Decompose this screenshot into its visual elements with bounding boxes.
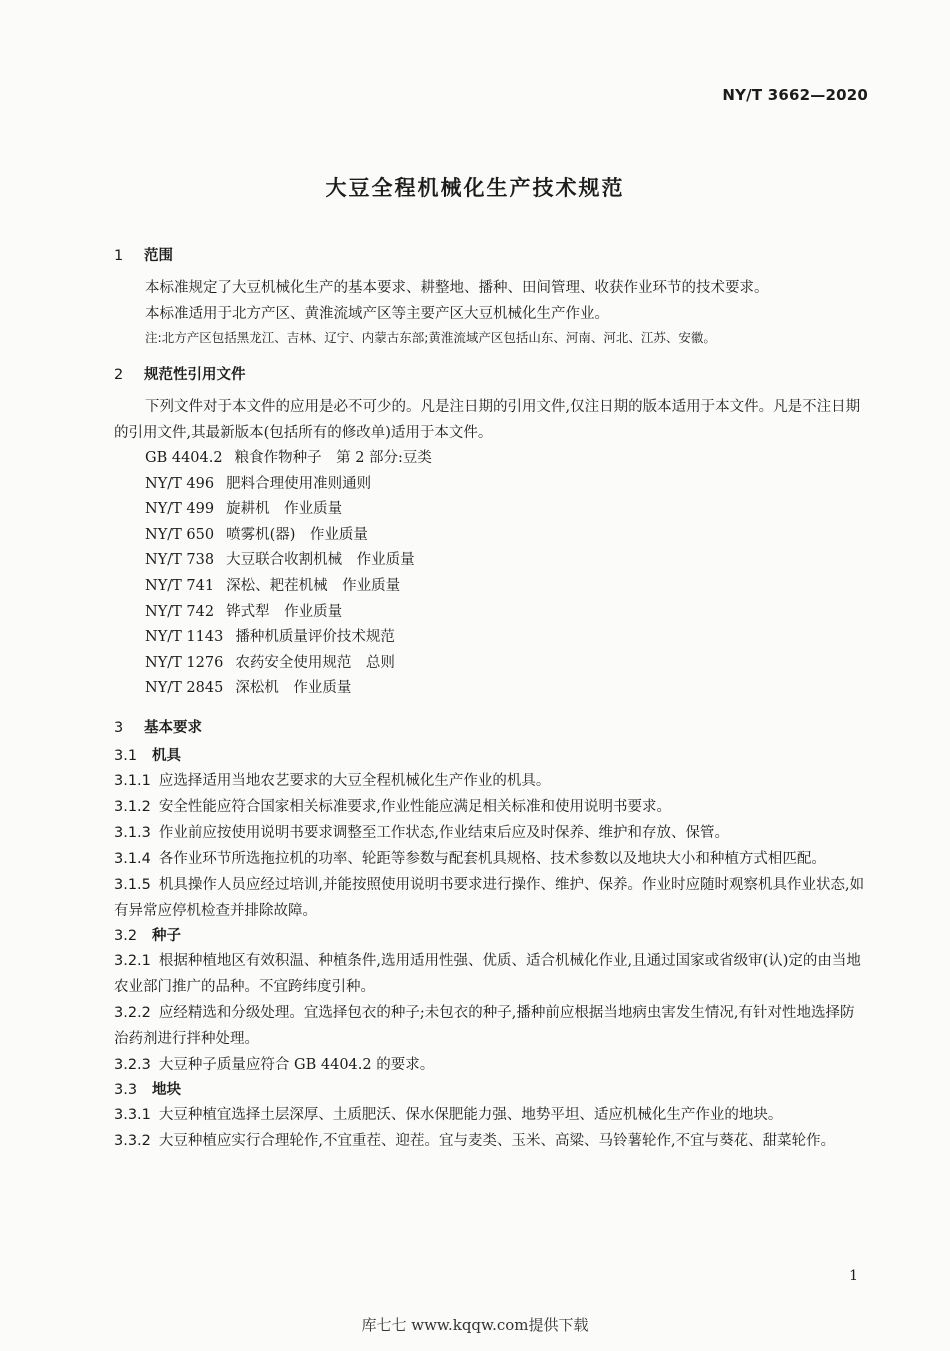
subsection-heading-seeds bbox=[114, 924, 868, 948]
reference-code: NY/T 1143 bbox=[145, 629, 224, 646]
reference-name: 深松机 作业质量 bbox=[235, 680, 352, 697]
clause bbox=[114, 1000, 868, 1052]
section-heading-scope bbox=[114, 244, 868, 268]
reference-code: NY/T 496 bbox=[145, 475, 215, 492]
reference-item bbox=[114, 676, 868, 702]
clause-text: 大豆种植宜选择土层深厚、土质肥沃、保水保肥能力强、地势平坦、适应机械化生产作业的地块。 bbox=[158, 1106, 783, 1123]
clause-text: 应经精选和分级处理。宜选择包衣的种子;未包衣的种子,播种前应根据当地病虫害发生情况,有针对性地选择防治药剂进行拌种处理。 bbox=[114, 1004, 855, 1047]
subsection-number: 3.3 bbox=[114, 1081, 138, 1098]
clause bbox=[114, 794, 868, 820]
reference-code: NY/T 1276 bbox=[145, 654, 224, 671]
standard-code: NY/T 3662—2020 bbox=[722, 86, 868, 104]
section-title: 基本要求 bbox=[144, 719, 202, 736]
clause bbox=[114, 846, 868, 872]
clause-number: 3.1.2 bbox=[114, 798, 151, 815]
reference-item bbox=[114, 600, 868, 626]
reference-name: 粮食作物种子 第 2 部分:豆类 bbox=[234, 450, 432, 466]
section-title: 范围 bbox=[144, 248, 173, 264]
reference-code: NY/T 650 bbox=[145, 526, 215, 543]
clause-number: 3.1.5 bbox=[114, 876, 151, 893]
subsection-heading-machinery bbox=[114, 744, 868, 768]
clause-number: 3.3.1 bbox=[114, 1106, 151, 1123]
reference-item bbox=[114, 574, 868, 600]
section-number: 2 bbox=[114, 367, 124, 383]
clause-number: 3.2.1 bbox=[114, 952, 151, 969]
clause-number: 3.3.2 bbox=[114, 1132, 151, 1149]
section-number: 1 bbox=[114, 248, 124, 264]
reference-item bbox=[114, 472, 868, 498]
clause bbox=[114, 768, 868, 794]
reference-item bbox=[114, 446, 868, 472]
clause-number: 3.1.3 bbox=[114, 824, 151, 841]
reference-item bbox=[114, 497, 868, 523]
subsection-heading-plots bbox=[114, 1078, 868, 1102]
clause-number: 3.1.1 bbox=[114, 772, 151, 789]
reference-code: NY/T 738 bbox=[145, 552, 215, 569]
subsection-number: 3.1 bbox=[114, 747, 138, 764]
subsection-number: 3.2 bbox=[114, 927, 138, 944]
clause-number: 3.2.3 bbox=[114, 1056, 151, 1073]
reference-item bbox=[114, 523, 868, 549]
clause-number: 3.1.4 bbox=[114, 850, 151, 867]
clause-text: 机具操作人员应经过培训,并能按照使用说明书要求进行操作、维护、保养。作业时应随时观察机具作业状态,如有异常应停机检查并排除故障。 bbox=[114, 876, 865, 919]
document-title: 大豆全程机械化生产技术规范 bbox=[325, 176, 625, 200]
paragraph: 本标准规定了大豆机械化生产的基本要求、耕整地、播种、田间管理、收获作业环节的技术要求。 bbox=[145, 280, 769, 296]
clause bbox=[114, 820, 868, 846]
clause-text: 各作业环节所选拖拉机的功率、轮距等参数与配套机具规格、技术参数以及地块大小和种植方式相匹配。 bbox=[158, 850, 826, 867]
reference-name: 深松、耙茬机械 作业质量 bbox=[226, 577, 401, 594]
download-footer: 库七七 www.kqqw.com提供下载 bbox=[361, 1316, 589, 1334]
page-number: 1 bbox=[849, 1268, 858, 1284]
section-heading-basic-requirements bbox=[114, 716, 868, 740]
reference-code: NY/T 2845 bbox=[145, 680, 224, 697]
reference-list bbox=[114, 446, 868, 702]
reference-code: GB 4404.2 bbox=[145, 450, 223, 466]
clause-text: 大豆种子质量应符合 GB 4404.2 的要求。 bbox=[158, 1056, 435, 1073]
subsection-title: 地块 bbox=[152, 1081, 181, 1098]
reference-code: NY/T 499 bbox=[145, 501, 215, 518]
reference-code: NY/T 742 bbox=[145, 603, 215, 620]
reference-name: 播种机质量评价技术规范 bbox=[235, 629, 395, 646]
subsection-title: 机具 bbox=[152, 747, 181, 764]
clause bbox=[114, 1128, 868, 1154]
reference-name: 喷雾机(器) 作业质量 bbox=[226, 526, 368, 543]
clause bbox=[114, 948, 868, 1000]
reference-name: 铧式犁 作业质量 bbox=[226, 603, 343, 620]
note: 注:北方产区包括黑龙江、吉林、辽宁、内蒙古东部;黄淮流域产区包括山东、河南、河北、江苏、安徽。 bbox=[145, 330, 716, 345]
reference-name: 肥料合理使用准则通则 bbox=[226, 475, 372, 492]
clause-text: 大豆种植应实行合理轮作,不宜重茬、迎茬。宜与麦类、玉米、高粱、马铃薯轮作,不宜与葵花、甜菜轮作。 bbox=[158, 1132, 836, 1149]
paragraph: 下列文件对于本文件的应用是必不可少的。凡是注日期的引用文件,仅注日期的版本适用于本文件。凡是不注日期的引用文件,其最新版本(包括所有的修改单)适用于本文件。 bbox=[114, 399, 861, 441]
reference-name: 农药安全使用规范 总则 bbox=[235, 654, 395, 671]
clause-text: 根据种植地区有效积温、种植条件,选用适用性强、优质、适合机械化作业,且通过国家或省级审(认)定的由当地农业部门推广的品种。不宜跨纬度引种。 bbox=[114, 952, 861, 995]
clause-text: 作业前应按使用说明书要求调整至工作状态,作业结束后应及时保养、维护和存放、保管。 bbox=[158, 824, 730, 841]
clause-text: 应选择适用当地农艺要求的大豆全程机械化生产作业的机具。 bbox=[158, 772, 551, 789]
clause bbox=[114, 1052, 868, 1078]
section-heading-references bbox=[114, 363, 868, 387]
clause bbox=[114, 1102, 868, 1128]
reference-item bbox=[114, 625, 868, 651]
reference-name: 旋耕机 作业质量 bbox=[226, 501, 343, 518]
reference-item bbox=[114, 651, 868, 677]
section-title: 规范性引用文件 bbox=[144, 367, 246, 383]
clause bbox=[114, 872, 868, 924]
reference-item bbox=[114, 548, 868, 574]
reference-name: 大豆联合收割机械 作业质量 bbox=[226, 552, 415, 569]
section-number: 3 bbox=[114, 719, 124, 736]
subsection-title: 种子 bbox=[152, 927, 181, 944]
clause-text: 安全性能应符合国家相关标准要求,作业性能应满足相关标准和使用说明书要求。 bbox=[158, 798, 672, 815]
document-body bbox=[114, 244, 868, 1154]
clause-number: 3.2.2 bbox=[114, 1004, 151, 1021]
reference-code: NY/T 741 bbox=[145, 577, 215, 594]
paragraph: 本标准适用于北方产区、黄淮流域产区等主要产区大豆机械化生产作业。 bbox=[145, 305, 609, 322]
